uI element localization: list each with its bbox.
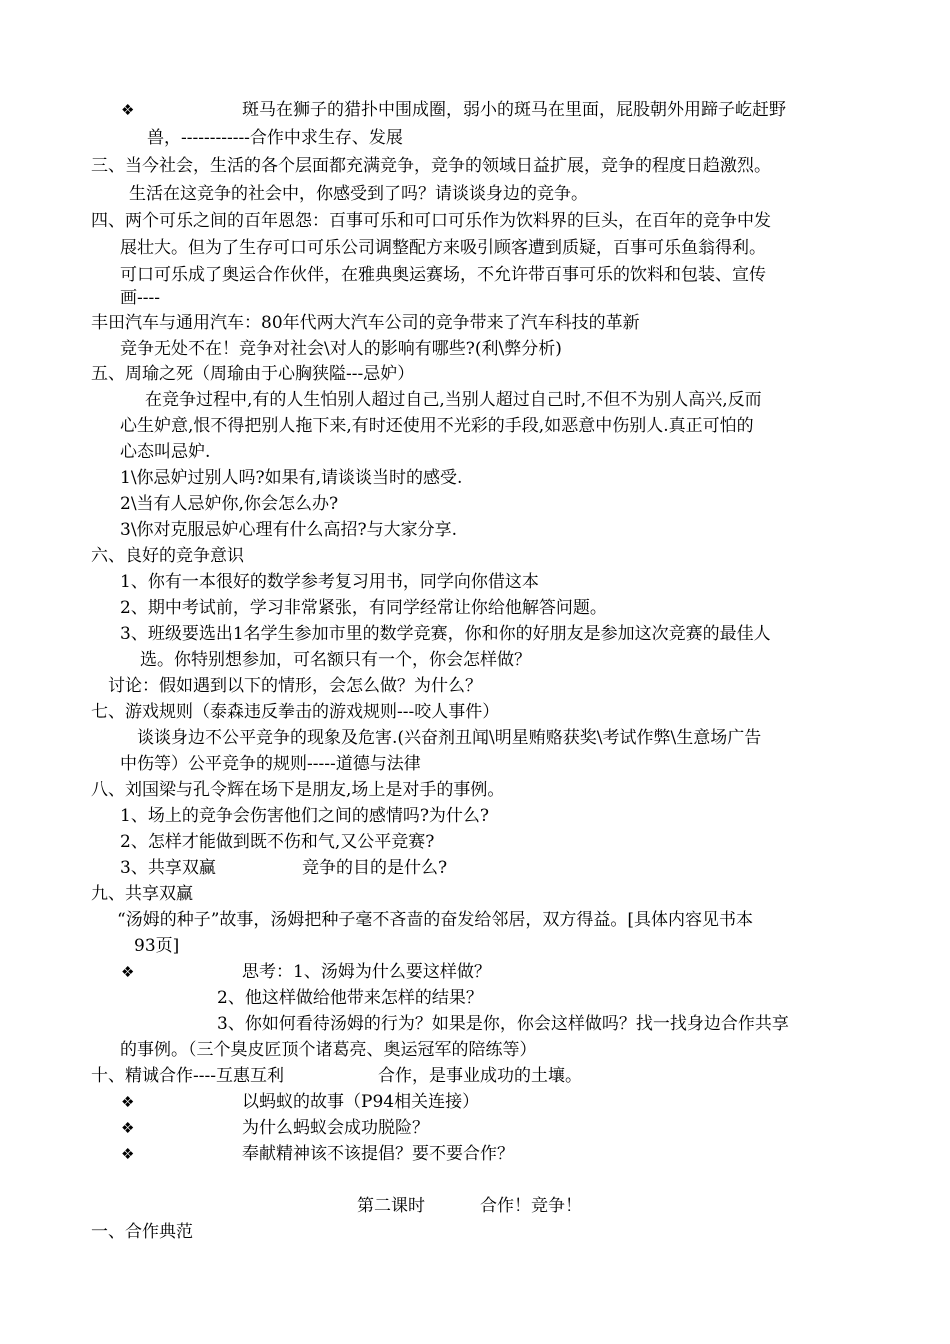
- text-line: 竞争无处不在！竞争对社会\对人的影响有哪些?(利\弊分析): [120, 339, 562, 359]
- section-heading-7: 七、游戏规则（泰森违反拳击的游戏规则---咬人事件）: [91, 702, 500, 722]
- lesson-title: 第二课时: [357, 1196, 425, 1216]
- text-line: 兽，------------合作中求生存、发展: [147, 128, 403, 148]
- bullet-icon: ❖: [121, 1145, 135, 1163]
- text-line: 93页]: [134, 936, 180, 956]
- text-line: 斑马在狮子的猎扑中围成圈，弱小的斑马在里面，屁股朝外用蹄子屹赶野: [242, 100, 786, 120]
- text-line: 心生妒意,恨不得把别人拖下来,有时还使用不光彩的手段,如恶意中伤别人.真正可怕的: [120, 416, 754, 436]
- bullet-icon: ❖: [121, 1119, 135, 1137]
- section-heading-1: 一、合作典范: [91, 1222, 193, 1242]
- text-line: 在竞争过程中,有的人生怕别人超过自己,当别人超过自己时,不但不为别人高兴,反而: [145, 390, 762, 410]
- text-line: 丰田汽车与通用汽车：80年代两大汽车公司的竞争带来了汽车科技的革新: [91, 313, 640, 333]
- bullet-icon: ❖: [121, 1093, 135, 1111]
- text-line: 为什么蚂蚁会成功脱险？: [242, 1118, 429, 1138]
- text-line: 思考：1、汤姆为什么要这样做？: [242, 962, 491, 982]
- section-heading-3: 三、当今社会，生活的各个层面都充满竞争，竞争的领域日益扩展，竞争的程度日趋激烈。: [91, 156, 771, 176]
- text-line: 谈谈身边不公平竞争的现象及危害.(兴奋剂丑闻\明星贿赂获奖\考试作弊\生意场广告: [137, 728, 762, 748]
- text-line: 讨论：假如遇到以下的情形，会怎么做？为什么？: [108, 676, 482, 696]
- question-item: 3\你对克服忌妒心理有什么高招?与大家分享.: [120, 520, 458, 540]
- list-item: 3、班级要选出1名学生参加市里的数学竞赛，你和你的好朋友是参加这次竞赛的最佳人: [120, 624, 771, 644]
- section-heading-9: 九、共享双赢: [91, 884, 193, 904]
- question-item: 1\你忌妒过别人吗?如果有,请谈谈当时的感受.: [120, 468, 463, 488]
- text-line: 生活在这竞争的社会中，你感受到了吗？请谈谈身边的竞争。: [129, 184, 588, 204]
- text-line: 中伤等）公平竞争的规则-----道德与法律: [120, 754, 421, 774]
- text-line: 奉献精神该不该提倡？要不要合作？: [242, 1144, 514, 1164]
- text-line: 2、他这样做给他带来怎样的结果？: [217, 988, 483, 1008]
- text-line: 合作，是事业成功的土壤。: [378, 1066, 582, 1086]
- text-line: 竞争的目的是什么?: [302, 858, 448, 878]
- section-heading-5: 五、周瑜之死（周瑜由于心胸狭隘---忌妒）: [91, 364, 415, 384]
- list-item: 1、你有一本很好的数学参考复习用书，同学向你借这本: [120, 572, 539, 592]
- lesson-subtitle: 合作！竞争！: [480, 1196, 582, 1216]
- text-line: 以蚂蚁的故事（P94相关连接）: [242, 1092, 480, 1112]
- section-heading-8: 八、刘国梁与孔令辉在场下是朋友,场上是对手的事例。: [91, 780, 505, 800]
- text-line: 心态叫忌妒.: [120, 442, 211, 462]
- list-item: 3、共享双赢: [120, 858, 216, 878]
- text-line: 画----: [120, 288, 160, 308]
- list-item: 1、场上的竞争会伤害他们之间的感情吗?为什么?: [120, 806, 490, 826]
- text-line: “汤姆的种子”故事，汤姆把种子毫不吝啬的奋发给邻居，双方得益。[具体内容见书本: [117, 910, 754, 930]
- text-line: 3、你如何看待汤姆的行为？如果是你，你会这样做吗？找一找身边合作共享: [217, 1014, 789, 1034]
- bullet-icon: ❖: [121, 963, 135, 981]
- section-heading-4: 四、两个可乐之间的百年恩怨：百事可乐和可口可乐作为饮料界的巨头，在百年的竞争中发: [91, 211, 771, 231]
- list-item: 2、期中考试前，学习非常紧张，有同学经常让你给他解答问题。: [120, 598, 607, 618]
- section-heading-6: 六、良好的竞争意识: [91, 546, 244, 566]
- question-item: 2\当有人忌妒你,你会怎么办?: [120, 494, 339, 514]
- list-item: 2、怎样才能做到既不伤和气,又公平竞赛?: [120, 832, 435, 852]
- text-line: 选。你特别想参加，可名额只有一个，你会怎样做？: [140, 650, 531, 670]
- text-line: 可口可乐成了奥运合作伙伴，在雅典奥运赛场，不允许带百事可乐的饮料和包装、宣传: [120, 265, 766, 285]
- text-line: 的事例。（三个臭皮匠顶个诸葛亮、奥运冠军的陪练等）: [120, 1040, 537, 1060]
- text-line: 展壮大。但为了生存可口可乐公司调整配方来吸引顾客遭到质疑，百事可乐鱼翁得利。: [120, 238, 766, 258]
- section-heading-10: 十、精诚合作----互惠互利: [91, 1066, 284, 1086]
- bullet-icon: ❖: [121, 101, 135, 119]
